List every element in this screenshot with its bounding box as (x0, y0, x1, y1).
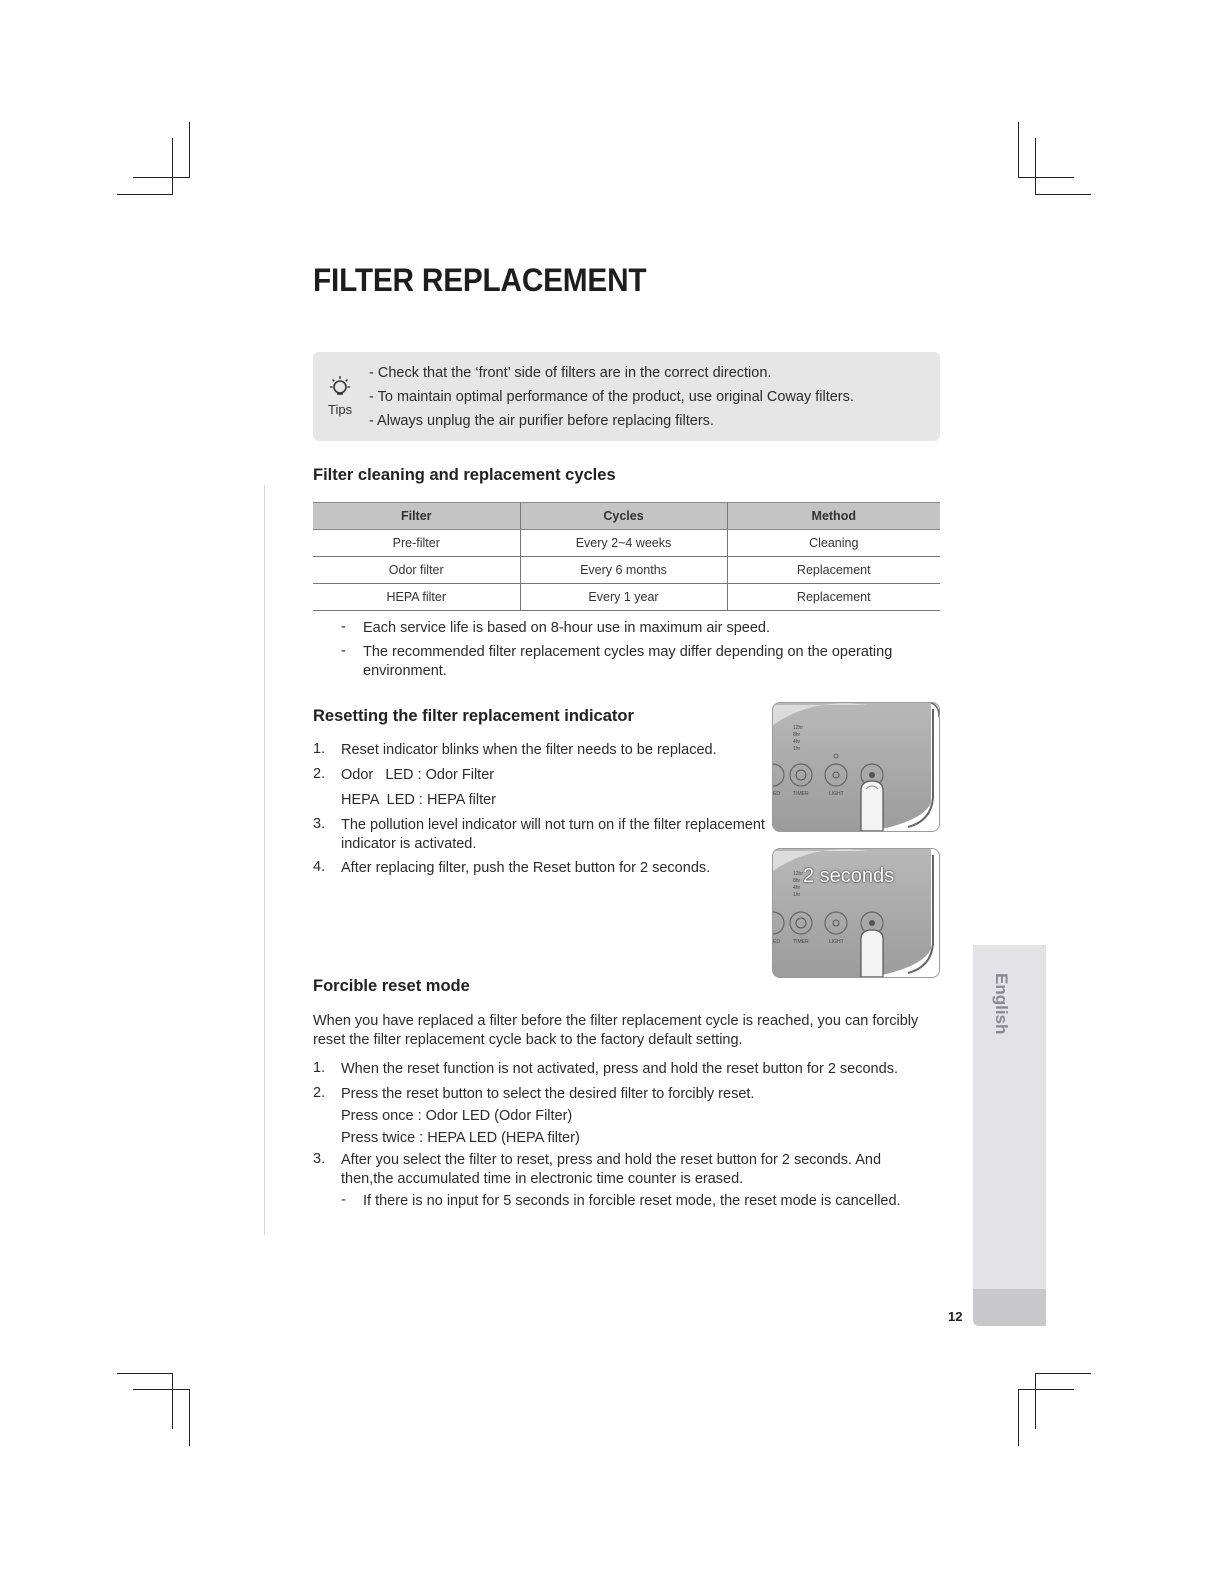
bullet-dash: - (341, 619, 346, 635)
timer-level-label: 1hr (793, 892, 801, 898)
timer-level-label: 4hr (793, 739, 801, 745)
list-number: 1. (313, 741, 326, 757)
list-number: 3. (313, 1151, 326, 1167)
timer-level-label: 12hr (793, 725, 804, 731)
tips-line: - To maintain optimal performance of the product, use original Coway filters. (369, 389, 854, 405)
margin-rule (264, 485, 265, 1235)
page-number: 12 (948, 1309, 963, 1324)
table-cell: Every 6 months (520, 557, 727, 584)
language-side-tab-footer (973, 1289, 1046, 1326)
control-panel-drawing (773, 703, 939, 831)
panel-label: TIMER (793, 791, 809, 797)
list-number: 2. (313, 1085, 326, 1101)
lightbulb-icon (327, 375, 353, 401)
timer-level-label: 8hr (793, 878, 801, 884)
list-number: 4. (313, 859, 326, 875)
panel-label: TIMER (793, 939, 809, 945)
panel-label: ED (773, 791, 780, 797)
forcible-step-sub: Press twice : HEPA LED (HEPA filter) (341, 1130, 580, 1146)
reset-step: Reset indicator blinks when the filter needs to be replaced. (341, 742, 717, 758)
timer-level-labels (793, 725, 803, 753)
table-row (313, 557, 940, 584)
page-title: FILTER REPLACEMENT (313, 262, 647, 298)
list-number: 3. (313, 816, 326, 832)
forcible-step: Press the reset button to select the desired filter to forcibly reset. (341, 1086, 755, 1102)
language-label (973, 945, 1021, 1065)
panel-label: LIGHT (829, 791, 844, 797)
timer-level-label: 12hr (793, 871, 804, 877)
reset-step-sub: HEPA LED : HEPA filter (341, 792, 496, 808)
forcible-step-sub: Press once : Odor LED (Odor Filter) (341, 1108, 573, 1124)
table-cell: Pre-filter (313, 530, 520, 557)
tips-label: Tips (328, 402, 353, 417)
image-overlay-2-seconds: 2 seconds (803, 865, 895, 887)
table-header-cell: Filter (313, 503, 520, 530)
table-cell: Every 2~4 weeks (520, 530, 727, 557)
bullet-dash: - (341, 1192, 346, 1208)
forcible-step: When the reset function is not activated, press and hold the reset button for 2 seconds. (341, 1061, 898, 1077)
timer-level-label: 1hr (793, 746, 801, 752)
reset-step: Odor LED : Odor Filter (341, 767, 495, 783)
filter-cycles-table (313, 502, 940, 611)
table-header-row (313, 503, 940, 530)
reset-step: The pollution level indicator will not turn on if the filter replacement indicator is activated. (341, 817, 765, 852)
table-header-cell: Cycles (520, 503, 727, 530)
table-row (313, 530, 940, 557)
forcible-note: If there is no input for 5 seconds in forcible reset mode, the reset mode is cancelled. (363, 1193, 901, 1209)
timer-level-labels (793, 871, 803, 899)
cycle-note: Each service life is based on 8-hour use in maximum air speed. (363, 620, 770, 636)
cycle-note: The recommended filter replacement cycles may differ depending on the operating environment. (363, 644, 893, 679)
timer-level-label: 8hr (793, 732, 801, 738)
table-row (313, 584, 940, 611)
forcible-step: After you select the filter to reset, press and hold the reset button for 2 seconds. And then,the accumulated time in electronic time counter is erased. (341, 1152, 882, 1187)
reset-step: After replacing filter, push the Reset button for 2 seconds. (341, 860, 711, 876)
table-cell: Replacement (727, 557, 940, 584)
section-heading-reset: Resetting the filter replacement indicator (313, 707, 634, 725)
section-heading-cycles: Filter cleaning and replacement cycles (313, 466, 616, 484)
control-panel-image (772, 702, 940, 832)
bullet-dash: - (341, 643, 346, 659)
section-heading-forcible: Forcible reset mode (313, 977, 470, 995)
table-cell: Cleaning (727, 530, 940, 557)
control-panel-image-2s (772, 848, 940, 978)
list-number: 1. (313, 1060, 326, 1076)
panel-label: ED (773, 939, 780, 945)
table-cell: Every 1 year (520, 584, 727, 611)
table-cell: Replacement (727, 584, 940, 611)
table-cell: Odor filter (313, 557, 520, 584)
forcible-intro: When you have replaced a filter before the filter replacement cycle is reached, you can forcibly reset the filter replacement cycle back to the factory default setting. (313, 1013, 919, 1048)
timer-level-label: 4hr (793, 885, 801, 891)
list-number: 2. (313, 766, 326, 782)
panel-label: LIGHT (829, 939, 844, 945)
table-header-cell: Method (727, 503, 940, 530)
tips-line: - Check that the ‘front’ side of filters are in the correct direction. (369, 365, 772, 381)
tips-line: - Always unplug the air purifier before replacing filters. (369, 413, 714, 429)
table-cell: HEPA filter (313, 584, 520, 611)
language-label-text: English (992, 973, 1011, 1035)
